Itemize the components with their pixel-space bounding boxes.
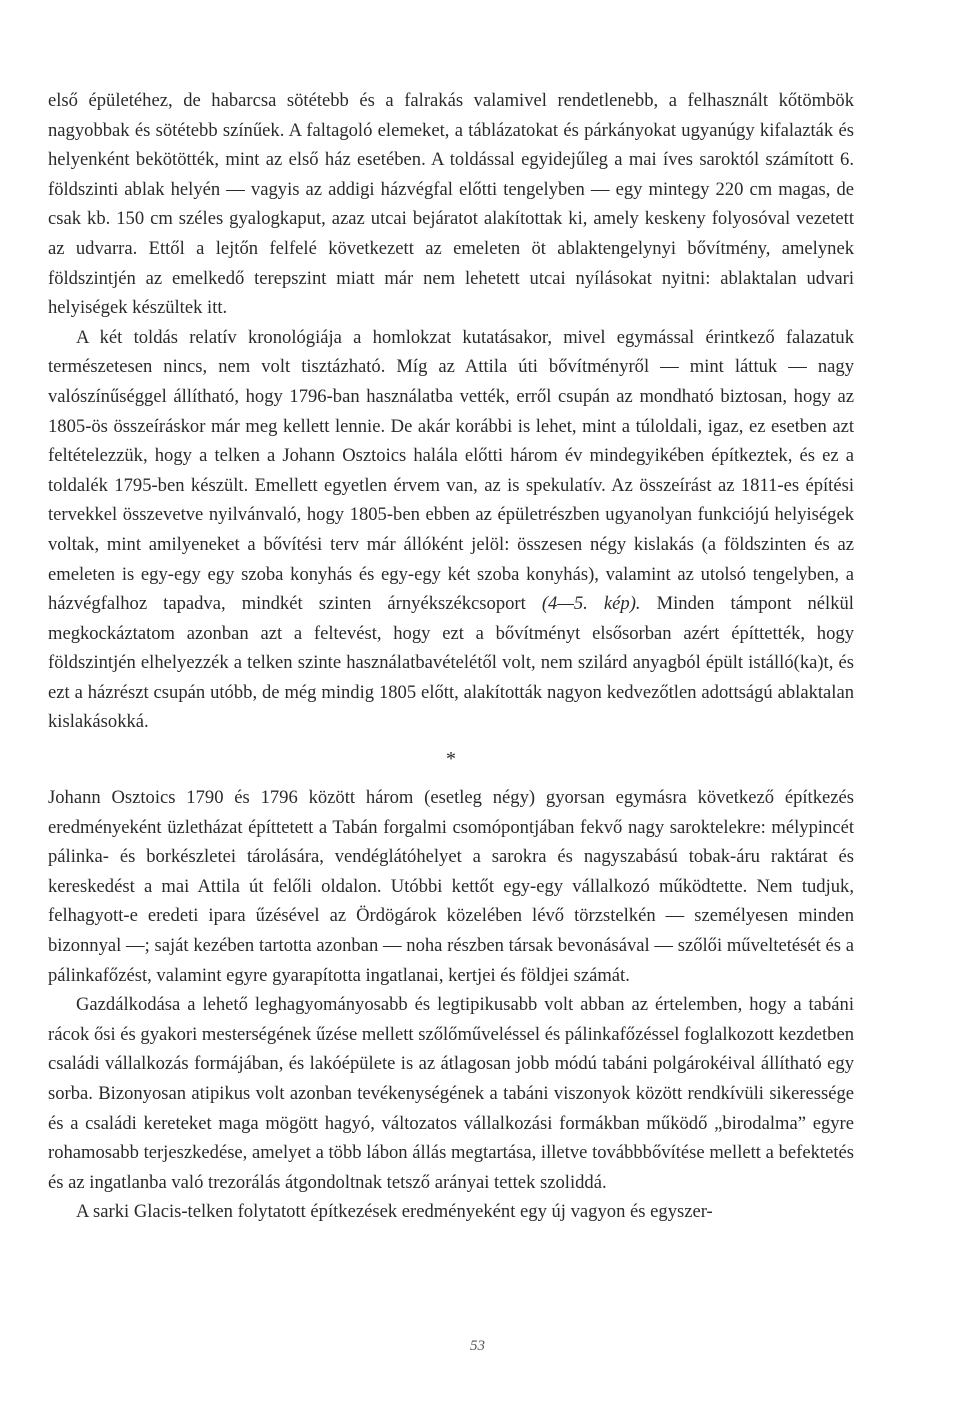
paragraph-continued: első épületéhez, de habarcsa sötétebb és a falrakás valamivel rendetlenebb, a felhasznált kőtömbök nagyobbak és sötétebb színűek. A faltagoló elemeket, a táblázatokat és párkányokat ugyanúgy kifalazták és helyenként bekötötték, mint az első ház esetében. A toldással egyidejűleg a mai íves saroktól számított 6. földszinti ablak helyén — vagyis az addigi házvégfal előtti tengelyben — egy mintegy 220 cm magas, de csak kb. 150 cm széles gyalogkaput, azaz utcai bejáratot alakítottak ki, amely keskeny folyosóval vezetett az udvarra. Ettől a lejtőn felfelé következett az emeleten öt ablaktengelynyi bővítmény, amelynek földszintjén az emelkedő terepszint miatt már nem lehetett utcai nyílásokat nyitni: ablaktalan udvari helyiségek készültek itt.: [48, 90, 854, 319]
paragraph-chronology-end: Minden támpont nélkül megkockáztatom azonban azt a feltevést, hogy ezt a bővítményt elsősorban azért építtették, hogy földszintjén elhelyezzék a telken szinte használatbavételétől volt, nem szilárd anyagból épült istálló(ka)t, és ezt a házrészt csupán utóbb, de még mindig 1805 előtt, alakították nagyon kedvezőtlen adottságú ablaktalan kislakásokká.: [48, 593, 854, 733]
paragraph-chronology-text: A két toldás relatív kronológiája a homlokzat kutatásakor, mivel egymással érintkező falazatuk természetesen nincs, nem volt tisztázható. Míg az Attila úti bővítményről — mint láttuk — nagy valószínűséggel állítható, hogy 1796-ban használatba vették, erről csupán az mondható biztosan, hogy az 1805-ös összeíráskor már meg kellett lennie. De akár korábbi is lehet, mint a túloldali, igaz, ez esetben azt feltételezzük, hogy a telken a Johann Osztoics halála előtti három év mindegyikében építkeztek, és ez a toldalék 1795-ben készült. Emellett egyetlen érvem van, az is spekulatív. Az összeírást az 1811-es építési tervekkel összevetve nyilvánvaló, hogy 1805-ben ebben az épületrészben ugyanolyan funkciójú helyiségek voltak, mint amilyeneket a bővítési terv már állóként jelöl: összesen négy kislakás (a földszinten és az emeleten is egy-egy egy szoba konyhás és egy-egy két szoba konyhás), valamint az utolsó tengelyben, a házvégfalhoz tapadva, mindkét szinten árnyékszékcsoport: [48, 326, 854, 615]
paragraph-chronology: [48, 323, 854, 737]
paragraph-gazdalkodas: Gazdálkodása a lehető leghagyományosabb és legtipikusabb volt abban az értelemben, hogy a tabáni rácok ősi és gyakori mesterségének űzése mellett szőlőműveléssel és pálinkafőzéssel foglalkozott kezdetben családi vállalkozás formájában, és lakóépülete is az átlagosan jobb módú tabáni polgárokéival állítható egy sorba. Bizonyosan atipikus volt azonban tevékenységének a tabáni viszonyok között rendkívüli sikeressége és a családi kereteket maga mögött hagyó, változatos vállalkozási formákban működő „birodalma” egyre rohamosabb terjeszkedése, amelyet a több lábon állás megtartása, illetve továbbbővítése mellett a befektetés és az ingatlanba való trezorálás átgondoltnak tetsző arányai tettek szoliddá.: [48, 994, 854, 1193]
section-separator: *: [446, 748, 456, 771]
paragraph-osztoics: Johann Osztoics 1790 és 1796 között három (esetleg négy) gyorsan egymásra következő építkezés eredményeként üzletházat építtetett a Tabán forgalmi csomópontjában fekvő nagy saroktelekre: mélypincét pálinka- és borkészletei tárolására, vendéglátóhelyet a sarokra és nagyszabású tobak-áru raktárat és kereskedést a mai Attila út felőli oldalon. Utóbbi kettőt egy-egy vállalkozó működtette. Nem tudjuk, felhagyott-e eredeti ipara űzésével az Ördögárok közelében lévő törzstelkén — személyesen minden bizonnyal —; saját kezében tartotta azonban — noha részben társak bevonásával — szőlői műveltetését és a pálinkafőzést, valamint egyre gyarapította ingatlanai, kertjei és földjei számát.: [48, 787, 854, 986]
figure-reference: (4—5. kép).: [541, 593, 641, 615]
body-text: [48, 86, 854, 1227]
paragraph-glacis: A sarki Glacis-telken folytatott építkezések eredményeként egy új vagyon és egyszer-: [76, 1201, 713, 1223]
page-number: 53: [470, 1338, 485, 1354]
